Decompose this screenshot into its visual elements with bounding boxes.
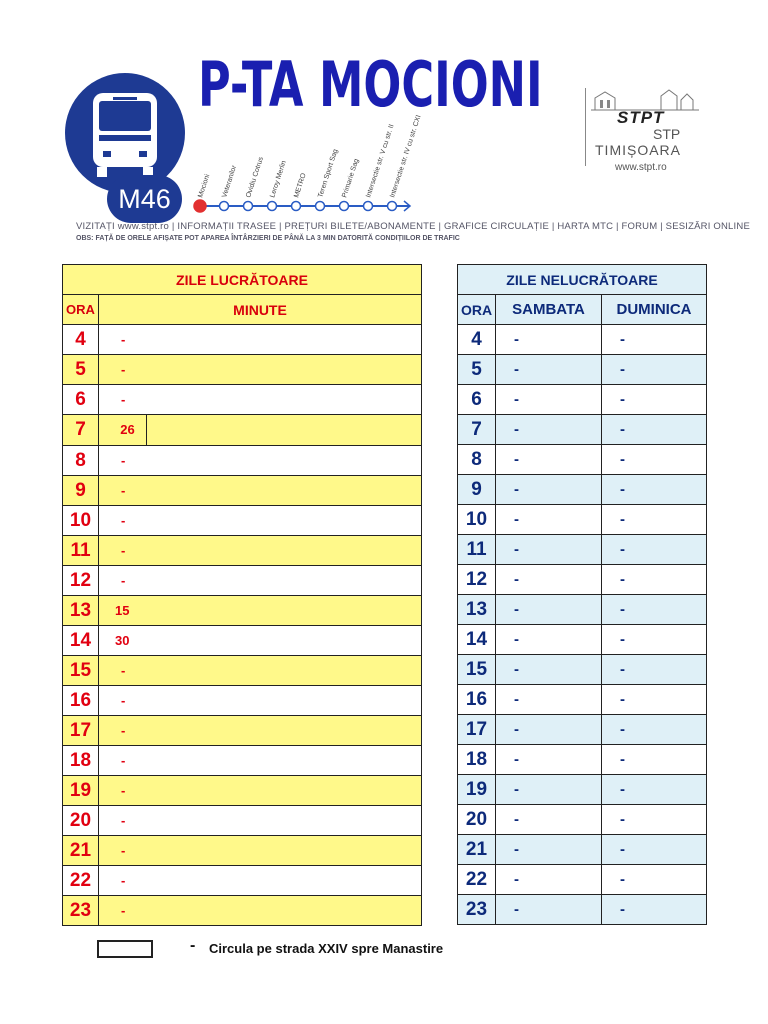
stpt-url: www.stpt.ro <box>615 162 667 173</box>
weekday-row <box>63 385 422 415</box>
weekday-hour: 23 <box>63 896 99 926</box>
weekend-hour: 14 <box>458 625 496 655</box>
saturday-value: - <box>496 355 602 385</box>
weekday-row <box>63 325 422 355</box>
saturday-value: - <box>496 565 602 595</box>
stpt-city: TIMIȘOARA <box>595 142 682 158</box>
weekend-row <box>458 415 707 445</box>
weekday-minutes: - <box>99 896 422 926</box>
station-label: Veteranilor <box>221 164 239 199</box>
weekday-hour: 16 <box>63 686 99 716</box>
weekend-hour: 6 <box>458 385 496 415</box>
weekday-row <box>63 806 422 836</box>
weekday-hour: 10 <box>63 506 99 536</box>
saturday-value: - <box>496 895 602 925</box>
weekend-hour: 18 <box>458 745 496 775</box>
station-marker <box>364 202 373 211</box>
weekday-row <box>63 566 422 596</box>
weekday-minutes: - <box>99 866 422 896</box>
weekend-hour: 13 <box>458 595 496 625</box>
weekend-hour: 7 <box>458 415 496 445</box>
sunday-value: - <box>602 805 707 835</box>
sunday-value: - <box>602 355 707 385</box>
weekday-row <box>63 415 422 446</box>
weekday-hour: 15 <box>63 656 99 686</box>
weekend-row <box>458 715 707 745</box>
saturday-value: - <box>496 325 602 355</box>
sunday-header: DUMINICA <box>602 295 707 325</box>
weekday-row <box>63 656 422 686</box>
sunday-value: - <box>602 655 707 685</box>
weekday-hour: 12 <box>63 566 99 596</box>
weekday-hour: 11 <box>63 536 99 566</box>
weekday-hour: 6 <box>63 385 99 415</box>
weekend-hour: 19 <box>458 775 496 805</box>
weekday-minutes: - <box>99 536 422 566</box>
weekend-hour: 5 <box>458 355 496 385</box>
sunday-value: - <box>602 895 707 925</box>
weekend-row <box>458 475 707 505</box>
weekend-row <box>458 655 707 685</box>
route-badge: M46 <box>107 175 182 223</box>
saturday-value: - <box>496 535 602 565</box>
weekend-row <box>458 535 707 565</box>
weekday-hour: 13 <box>63 596 99 626</box>
weekday-minutes: - <box>99 746 422 776</box>
weekday-minutes: - <box>99 476 422 506</box>
weekday-row <box>63 446 422 476</box>
weekend-hour: 11 <box>458 535 496 565</box>
legend-dash: - <box>190 937 196 954</box>
weekday-row <box>63 355 422 385</box>
sunday-value: - <box>602 775 707 805</box>
weekend-row <box>458 835 707 865</box>
station-label: Mocioni <box>197 173 212 199</box>
saturday-value: - <box>496 475 602 505</box>
weekend-row <box>458 565 707 595</box>
saturday-value: - <box>496 385 602 415</box>
weekend-ora-header: ORA <box>458 295 496 325</box>
weekend-hour: 23 <box>458 895 496 925</box>
station-label: Ovidiu Cotrus <box>245 156 266 199</box>
weekend-row <box>458 685 707 715</box>
weekday-title: ZILE LUCRĂTOARE <box>63 265 422 295</box>
timetable-header <box>60 40 750 248</box>
weekend-row <box>458 625 707 655</box>
weekend-hour: 17 <box>458 715 496 745</box>
weekday-hour: 4 <box>63 325 99 355</box>
station-label: Intersectie str. IV cu str. CXI <box>389 114 423 199</box>
sunday-value: - <box>602 595 707 625</box>
weekday-minutes: - <box>99 656 422 686</box>
station-marker <box>194 200 206 212</box>
weekday-minutes: - <box>99 836 422 866</box>
weekend-row <box>458 745 707 775</box>
stpt-stp: STP <box>653 126 681 142</box>
sunday-value: - <box>602 475 707 505</box>
weekday-minutes: 15 <box>99 596 422 626</box>
weekday-row <box>63 866 422 896</box>
station-label: Teren Sport Sag <box>317 148 340 199</box>
sunday-value: - <box>602 325 707 355</box>
sunday-value: - <box>602 505 707 535</box>
legend-text: Circula pe strada XXIV spre Manastire <box>209 941 444 956</box>
weekend-hour: 16 <box>458 685 496 715</box>
weekday-hour: 19 <box>63 776 99 806</box>
weekday-minutes-cell <box>99 415 422 446</box>
sunday-value: - <box>602 415 707 445</box>
weekend-row <box>458 385 707 415</box>
links-line: VIZITAȚI www.stpt.ro | INFORMAȚII TRASEE | PREȚURI BILETE/ABONAMENTE | GRAFICE CIRCULAȚIE | HARTA MTC | FORUM | SESIZĂRI ONLINE <box>76 221 750 232</box>
sunday-value: - <box>602 535 707 565</box>
saturday-value: - <box>496 415 602 445</box>
stpt-logo <box>585 88 705 183</box>
station-label: Leroy Merlin <box>269 159 288 199</box>
saturday-value: - <box>496 505 602 535</box>
weekday-row <box>63 746 422 776</box>
weekday-minutes: - <box>99 355 422 385</box>
weekend-hour: 22 <box>458 865 496 895</box>
station-marker <box>388 202 397 211</box>
weekend-row <box>458 355 707 385</box>
saturday-value: - <box>496 715 602 745</box>
legend-box <box>97 940 153 958</box>
weekend-hour: 15 <box>458 655 496 685</box>
weekday-row <box>63 776 422 806</box>
weekend-row <box>458 775 707 805</box>
weekday-minutes-header: MINUTE <box>99 295 422 325</box>
obs-line: OBS: FAȚĂ DE ORELE AFIȘATE POT APAREA ÎNTÂRZIERI DE PÂNĂ LA 3 MIN DATORITĂ CONDIȚIILOR DE TRAFIC <box>76 235 460 242</box>
saturday-value: - <box>496 865 602 895</box>
weekday-hour: 8 <box>63 446 99 476</box>
weekend-row <box>458 505 707 535</box>
weekday-row <box>63 836 422 866</box>
sunday-value: - <box>602 835 707 865</box>
weekday-minutes: - <box>99 776 422 806</box>
station-marker <box>316 202 325 211</box>
stpt-brand: STPT <box>617 108 665 127</box>
weekend-row <box>458 895 707 925</box>
weekday-minutes: 30 <box>99 626 422 656</box>
station-marker <box>292 202 301 211</box>
saturday-value: - <box>496 805 602 835</box>
weekend-row <box>458 445 707 475</box>
weekday-row <box>63 476 422 506</box>
weekday-ora-header: ORA <box>63 295 99 325</box>
weekend-row <box>458 595 707 625</box>
station-label: Primarie Sag <box>341 157 361 199</box>
weekend-hour: 20 <box>458 805 496 835</box>
weekday-row <box>63 596 422 626</box>
sunday-value: - <box>602 685 707 715</box>
saturday-value: - <box>496 655 602 685</box>
weekday-row <box>63 896 422 926</box>
saturday-value: - <box>496 775 602 805</box>
saturday-header: SAMBATA <box>496 295 602 325</box>
weekend-table <box>457 264 707 925</box>
weekday-minutes: - <box>99 385 422 415</box>
weekday-hour: 9 <box>63 476 99 506</box>
weekday-row <box>63 626 422 656</box>
saturday-value: - <box>496 745 602 775</box>
weekday-hour: 22 <box>63 866 99 896</box>
weekend-hour: 21 <box>458 835 496 865</box>
sunday-value: - <box>602 865 707 895</box>
weekday-row <box>63 716 422 746</box>
weekend-hour: 8 <box>458 445 496 475</box>
sunday-value: - <box>602 625 707 655</box>
saturday-value: - <box>496 625 602 655</box>
station-label: METRO <box>293 172 308 199</box>
weekday-hour: 18 <box>63 746 99 776</box>
weekday-minutes: - <box>99 686 422 716</box>
station-marker <box>220 202 229 211</box>
weekend-title: ZILE NELUCRĂTOARE <box>458 265 707 295</box>
weekend-row <box>458 865 707 895</box>
weekend-hour: 10 <box>458 505 496 535</box>
weekday-row <box>63 506 422 536</box>
stop-title: P-TA MOCIONI <box>198 48 543 121</box>
saturday-value: - <box>496 445 602 475</box>
station-label: Intersectie str. V cu str. II <box>365 123 396 199</box>
weekend-row <box>458 805 707 835</box>
sunday-value: - <box>602 745 707 775</box>
weekday-minutes: - <box>99 716 422 746</box>
saturday-value: - <box>496 595 602 625</box>
weekday-hour: 20 <box>63 806 99 836</box>
weekday-minutes: - <box>99 806 422 836</box>
weekday-row <box>63 686 422 716</box>
station-marker <box>268 202 277 211</box>
station-marker <box>244 202 253 211</box>
weekday-table <box>62 264 422 926</box>
saturday-value: - <box>496 835 602 865</box>
sunday-value: - <box>602 715 707 745</box>
weekday-hour: 14 <box>63 626 99 656</box>
weekday-minutes: - <box>99 325 422 355</box>
weekday-hour: 21 <box>63 836 99 866</box>
weekday-hour: 7 <box>63 415 99 446</box>
weekend-hour: 12 <box>458 565 496 595</box>
weekday-hour: 17 <box>63 716 99 746</box>
weekend-hour: 4 <box>458 325 496 355</box>
sunday-value: - <box>602 385 707 415</box>
weekend-hour: 9 <box>458 475 496 505</box>
weekday-minutes: - <box>99 506 422 536</box>
route-map <box>190 110 500 222</box>
weekday-minutes: - <box>99 446 422 476</box>
weekday-row <box>63 536 422 566</box>
sunday-value: - <box>602 565 707 595</box>
weekday-hour: 5 <box>63 355 99 385</box>
weekend-row <box>458 325 707 355</box>
saturday-value: - <box>496 685 602 715</box>
sunday-value: - <box>602 445 707 475</box>
weekday-minutes: - <box>99 566 422 596</box>
weekday-minutes-marked: 26 <box>109 415 147 445</box>
station-marker <box>340 202 349 211</box>
